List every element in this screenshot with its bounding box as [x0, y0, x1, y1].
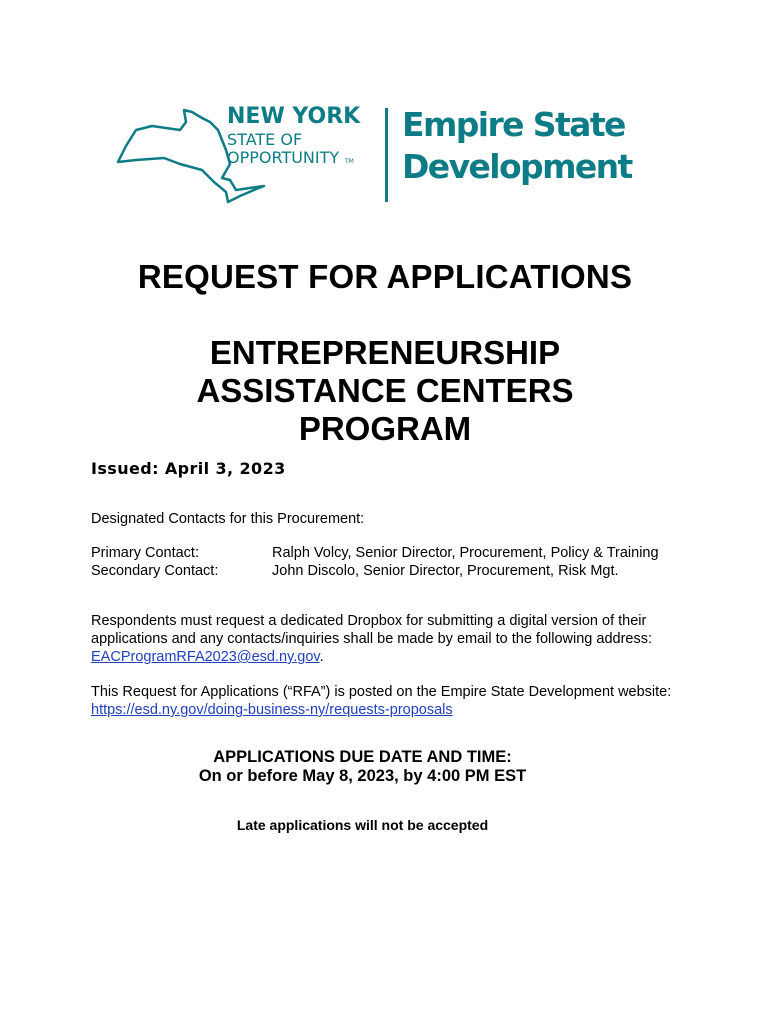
ny-logo-line3: OPPORTUNITY — [227, 148, 340, 167]
due-date-value: On or before May 8, 2023, by 4:00 PM EST — [198, 767, 527, 785]
contact-person: Ralph Volcy, Senior Director, Procurement, Policy & Training — [272, 545, 659, 561]
rfa-posted-paragraph — [91, 683, 691, 719]
logo-graphic — [110, 100, 670, 210]
logo-divider — [385, 108, 388, 202]
contact-person: John Discolo, Senior Director, Procurement, Risk Mgt. — [272, 563, 619, 579]
esd-logo — [110, 100, 670, 210]
website-link[interactable]: https://esd.ny.gov/doing-business-ny/requests-proposals — [91, 702, 453, 718]
program-title-line: PROGRAM — [298, 410, 472, 447]
issued-date: Issued: April 3, 2023 — [91, 459, 286, 478]
respondents-paragraph — [91, 612, 691, 666]
contact-row-primary — [91, 544, 711, 562]
contact-row-secondary — [91, 562, 711, 580]
due-date-heading: APPLICATIONS DUE DATE AND TIME: — [213, 748, 512, 766]
contacts-list — [91, 544, 711, 580]
rfa-posted-text: This Request for Applications (“RFA”) is posted on the Empire State Development website: — [91, 684, 672, 700]
email-suffix: . — [319, 649, 324, 665]
contact-role: Secondary Contact: — [91, 563, 219, 579]
due-date-block — [0, 748, 725, 786]
ny-logo-line1: NEW YORK — [227, 104, 361, 129]
email-link[interactable]: EACProgramRFA2023@esd.ny.gov — [91, 649, 320, 665]
contacts-heading: Designated Contacts for this Procurement: — [91, 511, 365, 527]
program-title-line: ASSISTANCE CENTERS — [196, 372, 574, 409]
document-title: REQUEST FOR APPLICATIONS — [137, 258, 633, 295]
ny-logo-line2: STATE OF — [227, 130, 303, 149]
program-title-line: ENTREPRENEURSHIP — [209, 334, 561, 371]
esd-logo-line2: Development — [402, 147, 632, 186]
program-title — [0, 334, 770, 448]
late-notice: Late applications will not be accepted — [236, 817, 489, 833]
respondents-text: Respondents must request a dedicated Dropbox for submitting a digital version of their applications and any contacts/inquiries shall be made by email to the following address: — [91, 613, 652, 647]
ny-logo-trademark: TM — [345, 158, 354, 165]
contact-role: Primary Contact: — [91, 545, 199, 561]
esd-logo-line1: Empire State — [402, 105, 625, 144]
